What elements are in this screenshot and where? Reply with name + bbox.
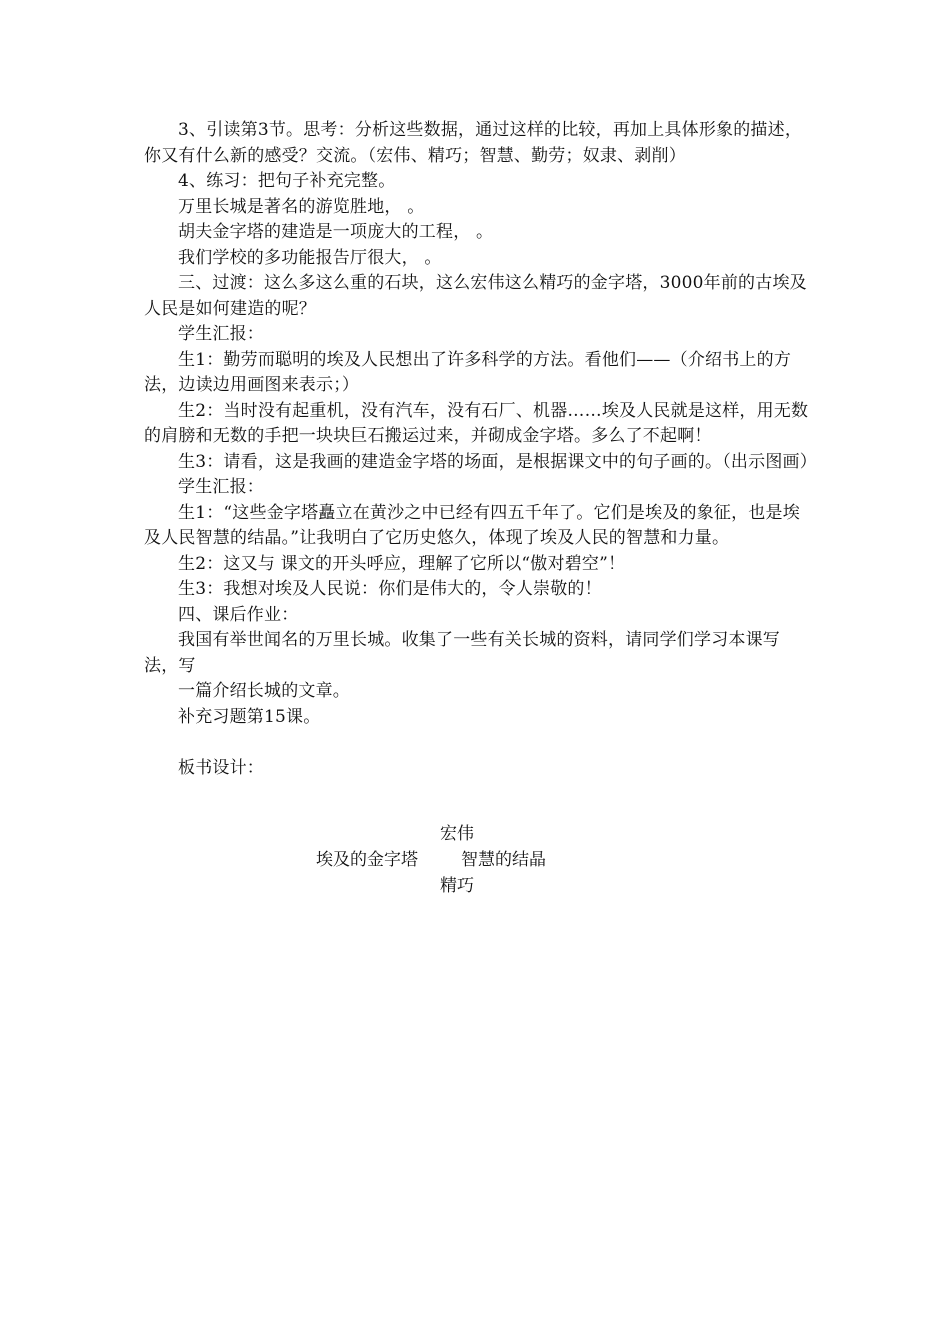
paragraph-student-report-1: 学生汇报： (178, 324, 264, 344)
paragraph-exercise-title: 4、练习：把句子补充完整。 (178, 171, 396, 191)
lesson-plan-body (144, 118, 817, 782)
paragraph-homework-task-cont: 一篇介绍长城的文章。 (178, 681, 350, 701)
paragraph-student-report-2: 学生汇报： (178, 477, 264, 497)
paragraph-board-design-title: 板书设计： (178, 758, 264, 778)
board-bottom-word: 精巧 (440, 876, 474, 896)
paragraph-exercise-great-wall: 万里长城是著名的游览胜地， 。 (178, 196, 425, 217)
paragraph-student1-b: 生1：“这些金字塔矗立在黄沙之中已经有四五千年了。它们是埃及的象征，也是埃及人民智慧的结晶。”让我明白了它历史悠久，体现了埃及人民的智慧和力量。 (144, 502, 800, 548)
paragraph-exercise-hall: 我们学校的多功能报告厅很大， 。 (178, 247, 442, 268)
paragraph-supplementary: 补充习题第15课。 (178, 706, 321, 727)
board-left-word: 埃及的金字塔 (316, 850, 418, 870)
paragraph-student1-a: 生1：勤劳而聪明的埃及人民想出了许多科学的方法。看他们——（介绍书上的方法，边读边用画图来表示；） (144, 349, 792, 395)
paragraph-student2-a: 生2：当时没有起重机，没有汽车，没有石厂、机器……埃及人民就是这样，用无数的肩膀和无数的手把一块块巨石搬运过来，并砌成金字塔。多么了不起啊！ (144, 400, 809, 446)
board-right-word: 智慧的结晶 (461, 850, 546, 870)
paragraph-student3-b: 生3：我想对埃及人民说：你们是伟大的，令人崇敬的！ (178, 579, 602, 599)
paragraph-exercise-pyramid: 胡夫金字塔的建造是一项庞大的工程， 。 (178, 222, 494, 242)
board-top-word: 宏伟 (440, 824, 474, 844)
paragraph-student2-b: 生2：这又与 课文的开头呼应，理解了它所以“傲对碧空”！ (178, 553, 626, 574)
paragraph-student3-a: 生3：请看，这是我画的建造金字塔的场面，是根据课文中的句子画的。（出示图画） (178, 451, 817, 472)
paragraph-reading-section3: 3、引读第3节。思考：分析这些数据，通过这样的比较，再加上具体形象的描述，你又有什么新的感受？交流。（宏伟、精巧；智慧、勤劳；奴隶、剥削） (144, 120, 803, 166)
blackboard-design (144, 822, 809, 902)
paragraph-homework-task: 我国有举世闻名的万里长城。收集了一些有关长城的资料，请同学们学习本课写法，写 (144, 630, 780, 676)
paragraph-transition: 三、过渡：这么多这么重的石块，这么宏伟这么精巧的金字塔，3000年前的古埃及人民是如何建造的呢？ (144, 273, 807, 319)
paragraph-homework-title: 四、课后作业： (178, 604, 299, 625)
